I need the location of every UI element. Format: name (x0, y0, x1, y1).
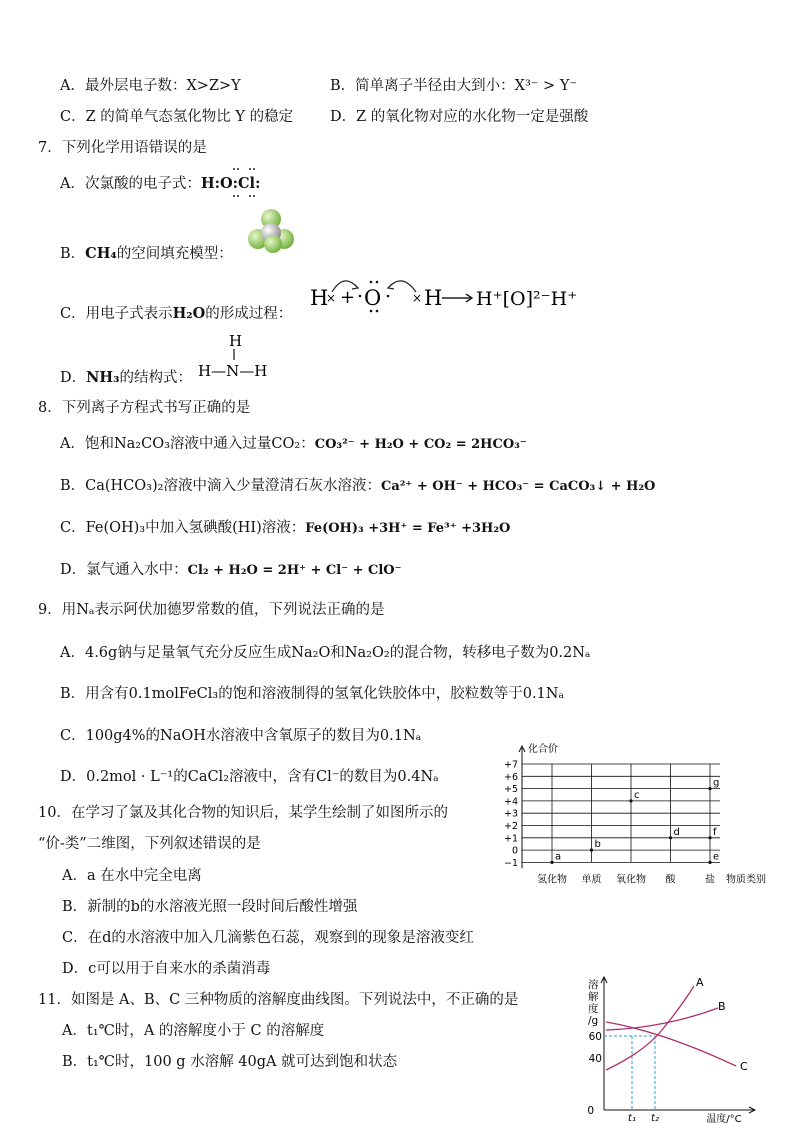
q7-option-a-label: A．次氯酸的电子式： (60, 176, 201, 192)
x-tick-label: t₂ (651, 1113, 659, 1123)
y-axis-label-part: 度 (588, 1003, 599, 1015)
valence-class-chart (498, 740, 766, 900)
h-atom-right: H (424, 286, 443, 310)
data-point-d (669, 836, 672, 839)
electron-cross: × (326, 291, 337, 305)
q7-stem: 7．下列化学用语错误的是 (38, 140, 207, 156)
y-tick-label: +3 (503, 808, 518, 820)
q10-option-d: D．c可以用于自来水的杀菌消毒 (62, 961, 271, 977)
electron-cross: × (412, 291, 423, 305)
q7-option-b (60, 244, 233, 264)
ch4-formula: CH₄ (85, 245, 117, 262)
q7-option-d-label: D． (60, 370, 87, 386)
q7-option-b-label: B． (60, 246, 86, 262)
q11-option-a: A．t₁℃时，A 的溶解度小于 C 的溶解度 (62, 1023, 325, 1039)
y-tick-label: 0 (511, 845, 518, 857)
q10-option-c: C．在d的水溶液中加入几滴紫色石蕊，观察到的现象是溶液变红 (62, 930, 474, 946)
h2o-formation-diagram (304, 268, 614, 318)
x-axis-label: 温度/°C (706, 1114, 742, 1123)
o-atom: O (364, 286, 382, 310)
y-tick-label: 40 (588, 1053, 602, 1065)
q8-option-d-text: D．氯气通入水中： (60, 562, 188, 578)
q10-stem-line2: “价-类”二维图，下列叙述错误的是 (38, 836, 261, 852)
q6-option-b-formula: X³⁻ > Y⁻ (514, 78, 578, 94)
x-category-label: 氧化物 (616, 874, 646, 886)
hclo-electron-formula: H:O:Cl: (200, 175, 261, 192)
x-category-label: 酸 (665, 874, 676, 886)
y-axis-label-part: 解 (588, 991, 599, 1003)
h2o-formula: H₂O (172, 305, 206, 322)
q8-option-a-equation: CO₃²⁻ + H₂O + CO₂ = 2HCO₃⁻ (314, 437, 527, 452)
q9-option-b: B．用含有0.1molFeCl₃的饱和溶液制得的氢氧化铁胶体中，胶粒数等于0.1Nₐ (60, 686, 565, 702)
q6-option-c: C．Z 的简单气态氢化物比 Y 的稳定 (60, 109, 294, 125)
q9-option-d: D．0.2mol · L⁻¹的CaCl₂溶液中，含有Cl⁻的数目为0.4Nₐ (60, 769, 439, 785)
y-axis-label-part: /g (588, 1015, 599, 1027)
data-point-label: e (713, 851, 720, 863)
y-tick-label: 60 (588, 1031, 602, 1043)
y-axis-label-part: 溶 (588, 979, 599, 991)
y-axis-label: 化合价 (528, 744, 558, 755)
x-axis-label: 物质类别 (726, 874, 766, 886)
q10-stem-line1: 10．在学习了氯及其化合物的知识后，某学生绘制了如图所示的 (38, 805, 448, 821)
data-point-label: f (713, 826, 717, 838)
h-atom-left: H (310, 286, 329, 310)
y-tick-label: +4 (503, 796, 518, 808)
q6-option-b (330, 76, 577, 96)
q6-option-d: D．Z 的氧化物对应的水化物一定是强酸 (330, 109, 589, 125)
q9-stem: 9．用Nₐ表示阿伏加德罗常数的值，下列说法正确的是 (38, 602, 385, 618)
nh3-main-row: H—N—H (198, 362, 268, 380)
q10-option-a: A．a 在水中完全电离 (62, 868, 202, 884)
y-tick-label: −1 (503, 857, 518, 869)
data-point-label: d (673, 826, 680, 838)
solubility-curve-a (606, 986, 694, 1070)
data-point-label: a (555, 851, 562, 863)
data-point-label: g (713, 777, 720, 789)
q8-option-a-text: A．饱和Na₂CO₃溶液中通入过量CO₂： (60, 436, 315, 452)
q6-option-a: A．最外层电子数：X>Z>Y (60, 78, 241, 94)
y-tick-label: +2 (503, 821, 518, 832)
q8-option-d-equation: Cl₂ + H₂O = 2H⁺ + Cl⁻ + ClO⁻ (187, 563, 402, 578)
y-tick-label: +1 (503, 833, 518, 845)
q8-option-a (60, 434, 527, 455)
data-point-label: c (634, 789, 640, 801)
q10-option-b: B．新制的b的水溶液光照一段时间后酸性增强 (62, 899, 358, 915)
data-point-label: b (594, 839, 601, 851)
q9-option-c: C．100g4%的NaOH水溶液中含氧原子的数目为0.1Nₐ (60, 728, 422, 744)
data-point-f (708, 836, 711, 839)
q8-option-c-equation: Fe(OH)₃ +3H⁺ = Fe³⁺ +3H₂O (305, 521, 511, 536)
data-point-b (590, 849, 593, 852)
q7-option-b-text: 的空间填充模型： (116, 246, 233, 262)
q8-stem: 8．下列离子方程式书写正确的是 (38, 400, 251, 416)
hclo-electron-dots (198, 164, 268, 200)
h2o-product-formula: H⁺[O]²⁻H⁺ (476, 288, 578, 310)
data-point-g (708, 787, 711, 790)
x-category-label: 氢化物 (537, 874, 567, 886)
solubility-curve-b (606, 1008, 718, 1030)
nh3-top-h: H (229, 332, 243, 350)
q7-option-d (60, 368, 192, 388)
q8-option-c-text: C．Fe(OH)₃中加入氢碘酸(HI)溶液： (60, 520, 306, 536)
solubility-curve-chart (584, 974, 764, 1122)
data-point-e (708, 861, 711, 864)
x-category-label: 盐 (705, 874, 715, 886)
q8-option-b-equation: Ca²⁺ + OH⁻ + HCO₃⁻ = CaCO₃↓ + H₂O (380, 479, 656, 494)
data-point-a (550, 861, 553, 864)
y-tick-label: +6 (503, 771, 518, 783)
y-tick-label: 0 (587, 1105, 594, 1117)
y-tick-label: +5 (503, 784, 518, 796)
q11-stem: 11．如图是 A、B、C 三种物质的溶解度曲线图。下列说法中，不正确的是 (38, 992, 519, 1008)
q8-option-c (60, 518, 510, 539)
data-point-c (629, 799, 632, 802)
nh3-structural-formula (196, 330, 280, 382)
q7-option-c-label: C．用电子式表示 (60, 306, 173, 322)
x-tick-label: t₁ (628, 1113, 636, 1123)
q8-option-b-text: B．Ca(HCO₃)₂溶液中滴入少量澄清石灰水溶液： (60, 478, 381, 494)
curve-label: A (696, 976, 704, 989)
plus-sign: + (340, 287, 356, 308)
q11-option-b: B．t₁℃时，100 g 水溶解 40gA 就可达到饱和状态 (62, 1054, 398, 1070)
q8-option-b (60, 476, 655, 497)
q8-option-d (60, 560, 402, 581)
q9-option-a: A．4.6g钠与足量氧气充分反应生成Na₂O和Na₂O₂的混合物，转移电子数为0.2Nₐ (60, 645, 591, 661)
nh3-formula: NH₃ (86, 369, 120, 386)
curve-label: C (740, 1060, 748, 1073)
y-tick-label: +7 (503, 759, 518, 771)
curve-label: B (718, 1000, 726, 1013)
q6-option-b-text: B．简单离子半径由大到小： (330, 78, 515, 94)
q7-option-c (60, 304, 292, 324)
q7-option-d-text: 的结构式： (119, 370, 192, 386)
ch4-space-filling-model (246, 208, 298, 254)
q7-option-c-text: 的形成过程： (205, 306, 293, 322)
x-category-label: 单质 (581, 874, 602, 886)
